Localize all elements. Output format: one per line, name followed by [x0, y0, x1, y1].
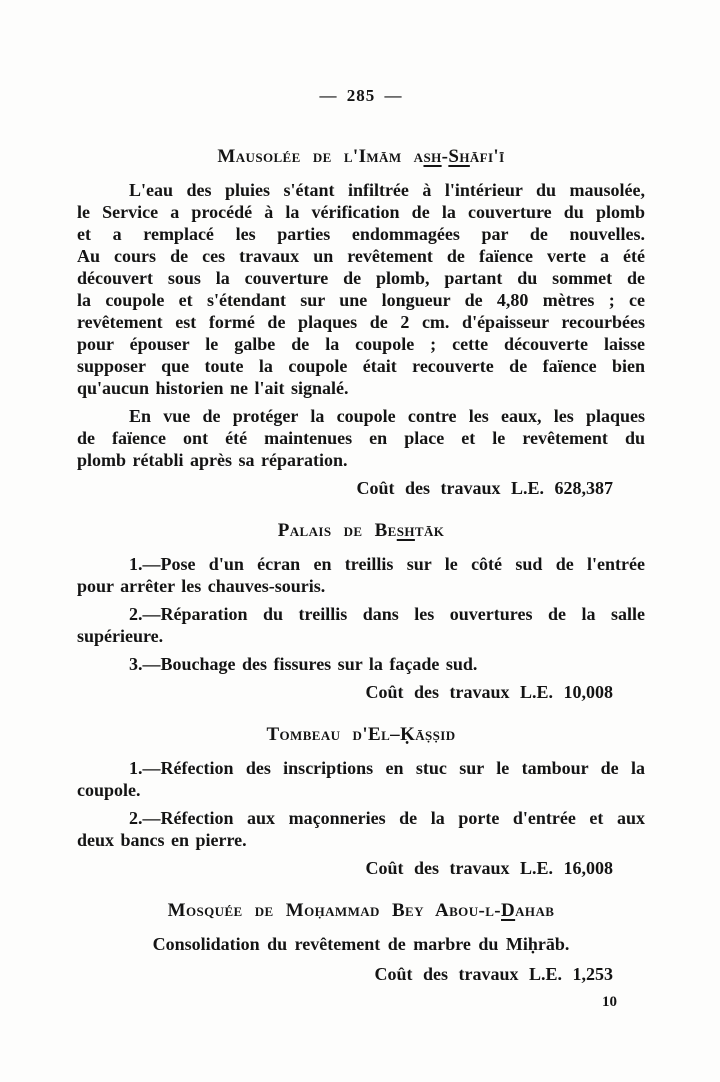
transliteration-underline: sh [423, 146, 442, 167]
text-line: 1.—Pose d'un écran en treillis sur le côté sud de l'entrée [129, 554, 645, 574]
page-content [77, 147, 645, 985]
cost-line: Coût des travaux L.E. 16,008 [365, 858, 613, 878]
text-line: qu'aucun historien ne l'ait signalé. [77, 378, 349, 398]
text-line: plomb rétabli après sa réparation. [77, 450, 348, 470]
transliteration-underline: D [501, 900, 516, 921]
paragraph [77, 405, 645, 471]
transliteration-underline: sh [396, 520, 415, 541]
document-section [77, 147, 645, 499]
paragraph [77, 603, 645, 647]
text-line: et a remplacé les parties endommagées par de nouvelles. [77, 224, 645, 244]
paragraph [77, 653, 645, 675]
text-line: revêtement est formé de plaques de 2 cm. d'épaisseur recourbées [77, 312, 645, 332]
text-line: le Service a procédé à la vérification de la couverture du plomb [77, 202, 645, 222]
transliteration-underline: Sh [448, 146, 470, 167]
cost-line: Coût des travaux L.E. 628,387 [356, 478, 613, 498]
section-heading: Mausolée de l'Imām ash-Shāfi'ī [217, 146, 505, 167]
text-line: pour arrêter les chauves-souris. [77, 576, 326, 596]
text-line: pour épouser le galbe de la coupole ; cette découverte laisse [77, 334, 645, 354]
page-number-top: — 285 — [319, 86, 403, 105]
text-line: découvert sous la couverture de plomb, partant du sommet de [77, 268, 645, 288]
section-heading: Palais de Beshtāk [277, 520, 445, 541]
text-line: L'eau des pluies s'étant infiltrée à l'intérieur du mausolée, [129, 180, 645, 200]
text-line: 3.—Bouchage des fissures sur la façade sud. [129, 654, 478, 674]
document-section [77, 725, 645, 879]
document-section [77, 901, 645, 985]
text-line: la coupole et s'étendant sur une longueur de 4,80 mètres ; ce [77, 290, 645, 310]
text-line: supérieure. [77, 626, 164, 646]
paragraph [77, 553, 645, 597]
text-line: En vue de protéger la coupole contre les eaux, les plaques [129, 406, 645, 426]
section-heading: Tombeau d'El–Ḳāṣṣid [266, 724, 456, 745]
centered-text-line: Consolidation du revêtement de marbre du Miḥrāb. [152, 934, 570, 954]
page-number-bottom: 10 [602, 994, 617, 1010]
paragraph [77, 807, 645, 851]
section-heading: Mosquée de Moḥammad Bey Abou-l-Dahab [167, 900, 555, 921]
text-line: supposer que toute la coupole était recouverte de faïence bien [77, 356, 645, 376]
cost-line: Coût des travaux L.E. 1,253 [374, 964, 613, 984]
text-line: 2.—Réfection aux maçonneries de la porte d'entrée et aux [129, 808, 645, 828]
text-line: Au cours de ces travaux un revêtement de faïence verte a été [77, 246, 645, 266]
paragraph [77, 179, 645, 399]
paragraph [77, 757, 645, 801]
text-line: de faïence ont été maintenues en place et le revêtement du [77, 428, 645, 448]
cost-line: Coût des travaux L.E. 10,008 [365, 682, 613, 702]
text-line: deux bancs en pierre. [77, 830, 247, 850]
document-section [77, 521, 645, 703]
text-line: 1.—Réfection des inscriptions en stuc sur le tambour de la [129, 758, 645, 778]
text-line: coupole. [77, 780, 141, 800]
text-line: 2.—Réparation du treillis dans les ouvertures de la salle [129, 604, 645, 624]
